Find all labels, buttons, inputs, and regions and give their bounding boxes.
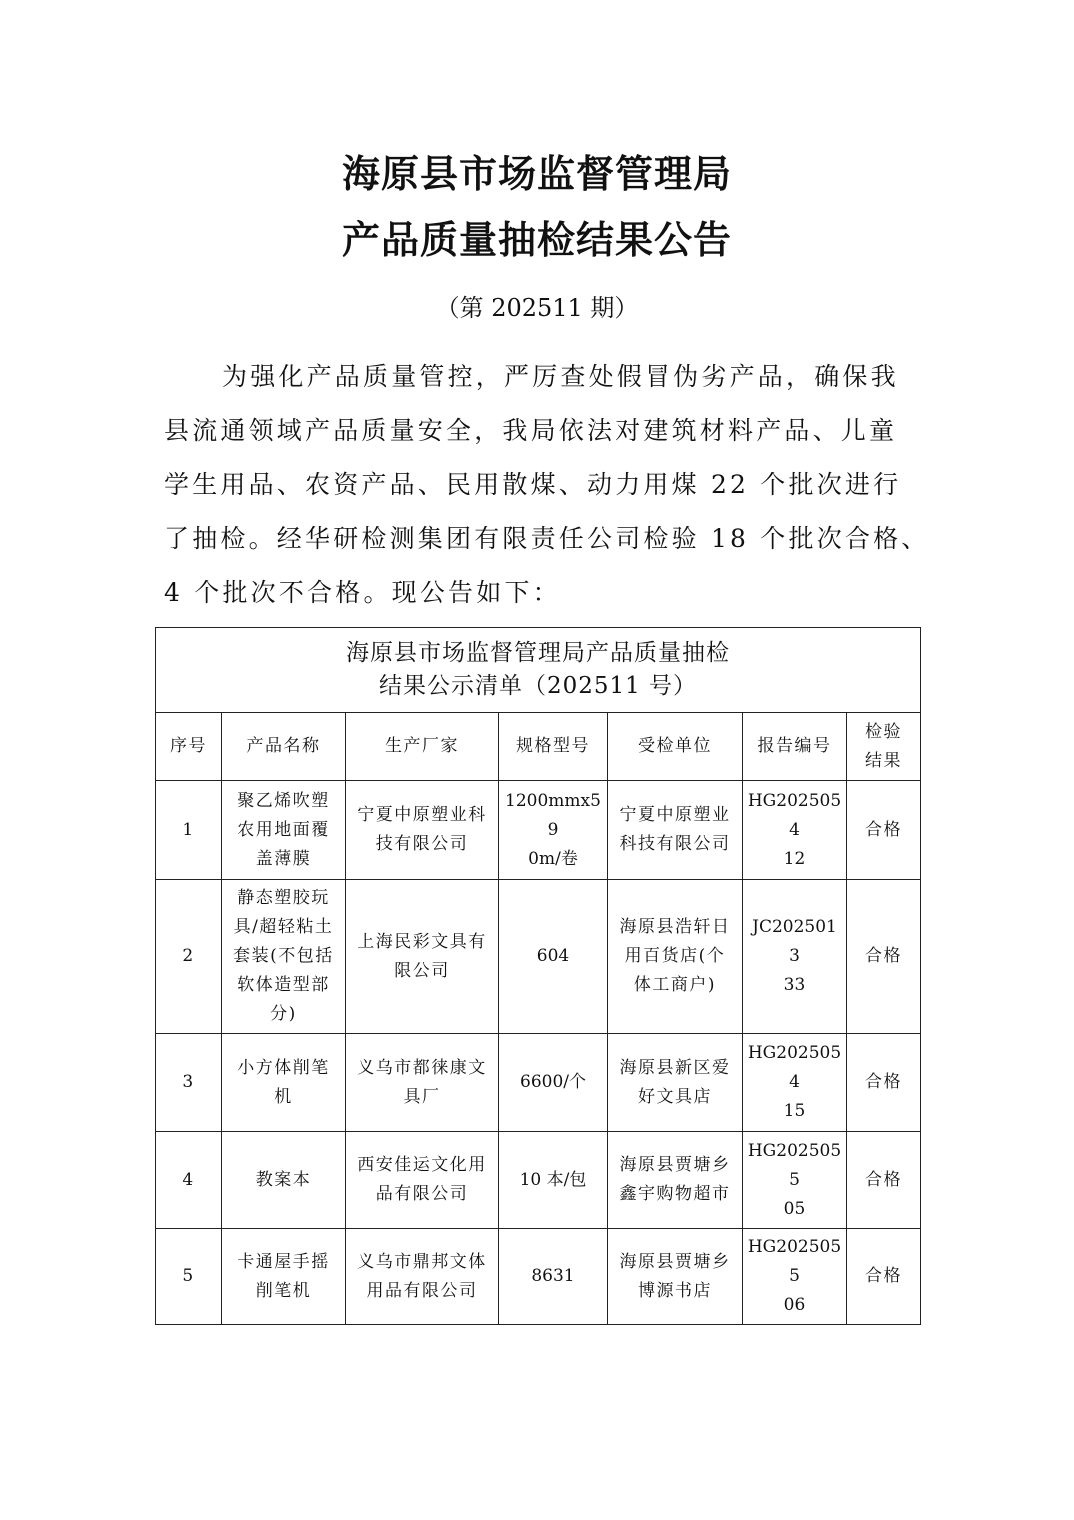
intro-line: 县流通领域产品质量安全，我局依法对建筑材料产品、儿童 — [164, 416, 898, 445]
announcement-title-line1: 海原县市场监督管理局 — [341, 151, 732, 196]
cell-no: 3 — [156, 1034, 222, 1132]
results-table — [155, 627, 921, 1325]
cell-inspected-unit: 宁夏中原塑业 科技有限公司 — [608, 781, 743, 880]
cell-result: 合格 — [847, 781, 921, 880]
table-row — [156, 1132, 921, 1229]
table-row — [156, 1034, 921, 1132]
table-caption-line2: 结果公示清单（202511 号） — [378, 673, 698, 699]
intro-line: 了抽检。经华研检测集团有限责任公司检验 18 个批次合格、 — [164, 524, 930, 553]
cell-report-no: HG2025054 12 — [743, 781, 847, 880]
cell-inspected-unit: 海原县贾塘乡 博源书店 — [608, 1229, 743, 1325]
intro-line: 为强化产品质量管控，严厉查处假冒伪劣产品，确保我 — [222, 362, 899, 391]
table-header-row — [156, 713, 921, 781]
cell-manufacturer: 义乌市鼎邦文体 用品有限公司 — [346, 1229, 499, 1325]
cell-spec: 6600/个 — [499, 1034, 608, 1132]
cell-result: 合格 — [847, 1132, 921, 1229]
table-row — [156, 1229, 921, 1325]
cell-manufacturer: 西安佳运文化用 品有限公司 — [346, 1132, 499, 1229]
col-header-report-no: 报告编号 — [743, 713, 847, 781]
cell-product: 小方体削笔 机 — [222, 1034, 346, 1132]
table-caption — [156, 628, 921, 713]
cell-manufacturer: 宁夏中原塑业科 技有限公司 — [346, 781, 499, 880]
col-header-manufacturer: 生产厂家 — [346, 713, 499, 781]
announcement-title-line2: 产品质量抽检结果公告 — [341, 217, 732, 262]
issue-number: （第 202511 期） — [435, 294, 639, 322]
cell-report-no: HG2025055 05 — [743, 1132, 847, 1229]
cell-report-no: HG2025055 06 — [743, 1229, 847, 1325]
cell-no: 5 — [156, 1229, 222, 1325]
cell-inspected-unit: 海原县贾塘乡 鑫宇购物超市 — [608, 1132, 743, 1229]
cell-product: 卡通屋手摇 削笔机 — [222, 1229, 346, 1325]
cell-report-no: HG2025054 15 — [743, 1034, 847, 1132]
cell-manufacturer: 上海民彩文具有 限公司 — [346, 880, 499, 1034]
cell-spec: 8631 — [499, 1229, 608, 1325]
cell-product: 聚乙烯吹塑 农用地面覆 盖薄膜 — [222, 781, 346, 880]
cell-product: 教案本 — [222, 1132, 346, 1229]
cell-inspected-unit: 海原县浩轩日 用百货店(个 体工商户) — [608, 880, 743, 1034]
intro-line: 学生用品、农资产品、民用散煤、动力用煤 22 个批次进行 — [164, 470, 902, 499]
col-header-product: 产品名称 — [222, 713, 346, 781]
table-row — [156, 781, 921, 880]
table-caption-line1: 海原县市场监督管理局产品质量抽检 — [346, 640, 730, 666]
cell-result: 合格 — [847, 1034, 921, 1132]
cell-manufacturer: 义乌市都徕康文 具厂 — [346, 1034, 499, 1132]
cell-spec: 604 — [499, 880, 608, 1034]
col-header-result: 检验 结果 — [847, 713, 921, 781]
cell-no: 2 — [156, 880, 222, 1034]
cell-report-no: JC2025013 33 — [743, 880, 847, 1034]
intro-line: 4 个批次不合格。现公告如下： — [164, 578, 561, 607]
cell-result: 合格 — [847, 1229, 921, 1325]
cell-product: 静态塑胶玩 具/超轻粘土 套装(不包括 软体造型部 分) — [222, 880, 346, 1034]
table-row — [156, 880, 921, 1034]
intro-paragraph — [164, 350, 930, 620]
col-header-spec: 规格型号 — [499, 713, 608, 781]
cell-inspected-unit: 海原县新区爱 好文具店 — [608, 1034, 743, 1132]
cell-result: 合格 — [847, 880, 921, 1034]
cell-spec: 10 本/包 — [499, 1132, 608, 1229]
cell-no: 1 — [156, 781, 222, 880]
cell-no: 4 — [156, 1132, 222, 1229]
col-header-inspected-unit: 受检单位 — [608, 713, 743, 781]
cell-spec: 1200mmx59 0m/卷 — [499, 781, 608, 880]
col-header-no: 序号 — [156, 713, 222, 781]
